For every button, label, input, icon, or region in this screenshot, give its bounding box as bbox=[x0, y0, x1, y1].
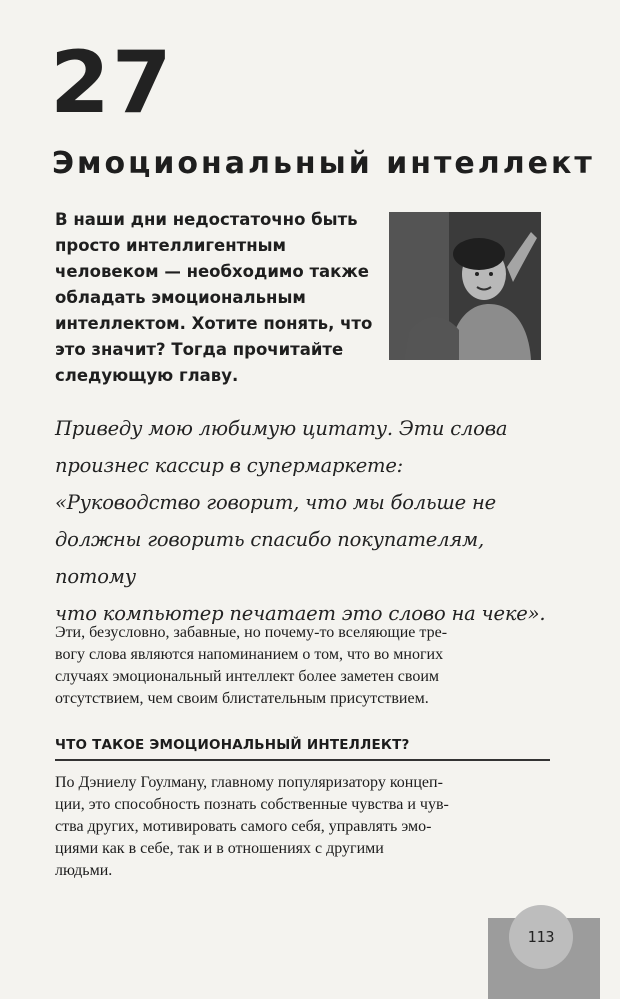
paragraph-line: вогу слова являются напоминанием о том, что во многих bbox=[55, 646, 444, 663]
paragraph-line: Эти, безусловно, забавные, но почему-то вселяющие тре- bbox=[55, 624, 448, 641]
quote-line: что компьютер печатает это слово на чеке». bbox=[55, 602, 546, 625]
section-heading: ЧТО ТАКОЕ ЭМОЦИОНАЛЬНЫЙ ИНТЕЛЛЕКТ? bbox=[55, 737, 550, 761]
epigraph-quote bbox=[55, 410, 555, 632]
woman-portrait-image bbox=[389, 212, 541, 360]
page-number: 113 bbox=[527, 928, 555, 946]
intro-line: человеком — необходимо также bbox=[55, 262, 369, 281]
intro-line: это значит? Тогда прочитайте bbox=[55, 340, 344, 359]
page-number-badge bbox=[509, 905, 573, 969]
chapter-photo bbox=[389, 212, 541, 360]
quote-line: произнес кассир в супермаркете: bbox=[55, 454, 404, 477]
chapter-number: 27 bbox=[50, 33, 174, 133]
chapter-intro bbox=[55, 207, 375, 389]
paragraph-line: отсутствием, чем своим блистательным присутствием. bbox=[55, 690, 429, 707]
paragraph-line: По Дэниелу Гоулману, главному популяризатору концеп- bbox=[55, 774, 443, 791]
body-paragraph bbox=[55, 622, 550, 710]
quote-line: Приведу мою любимую цитату. Эти слова bbox=[55, 417, 508, 440]
intro-line: обладать эмоциональным bbox=[55, 288, 306, 307]
intro-line: просто интеллигентным bbox=[55, 236, 286, 255]
intro-line: следующую главу. bbox=[55, 366, 239, 385]
paragraph-line: случаях эмоциональный интеллект более заметен своим bbox=[55, 668, 440, 685]
intro-line: В наши дни недостаточно быть bbox=[55, 210, 358, 229]
quote-line: должны говорить спасибо покупателям, потому bbox=[55, 528, 485, 588]
chapter-title: Эмоциональный интеллект bbox=[52, 146, 595, 181]
paragraph-line: циями как в себе, так и в отношениях с другими bbox=[55, 840, 384, 857]
intro-line: интеллектом. Хотите понять, что bbox=[55, 314, 373, 333]
body-paragraph bbox=[55, 772, 550, 882]
paragraph-line: ства других, мотивировать самого себя, управлять эмо- bbox=[55, 818, 432, 835]
quote-line: «Руководство говорит, что мы больше не bbox=[55, 491, 496, 514]
paragraph-line: людьми. bbox=[55, 862, 113, 879]
paragraph-line: ции, это способность познать собственные чувства и чув- bbox=[55, 796, 449, 813]
